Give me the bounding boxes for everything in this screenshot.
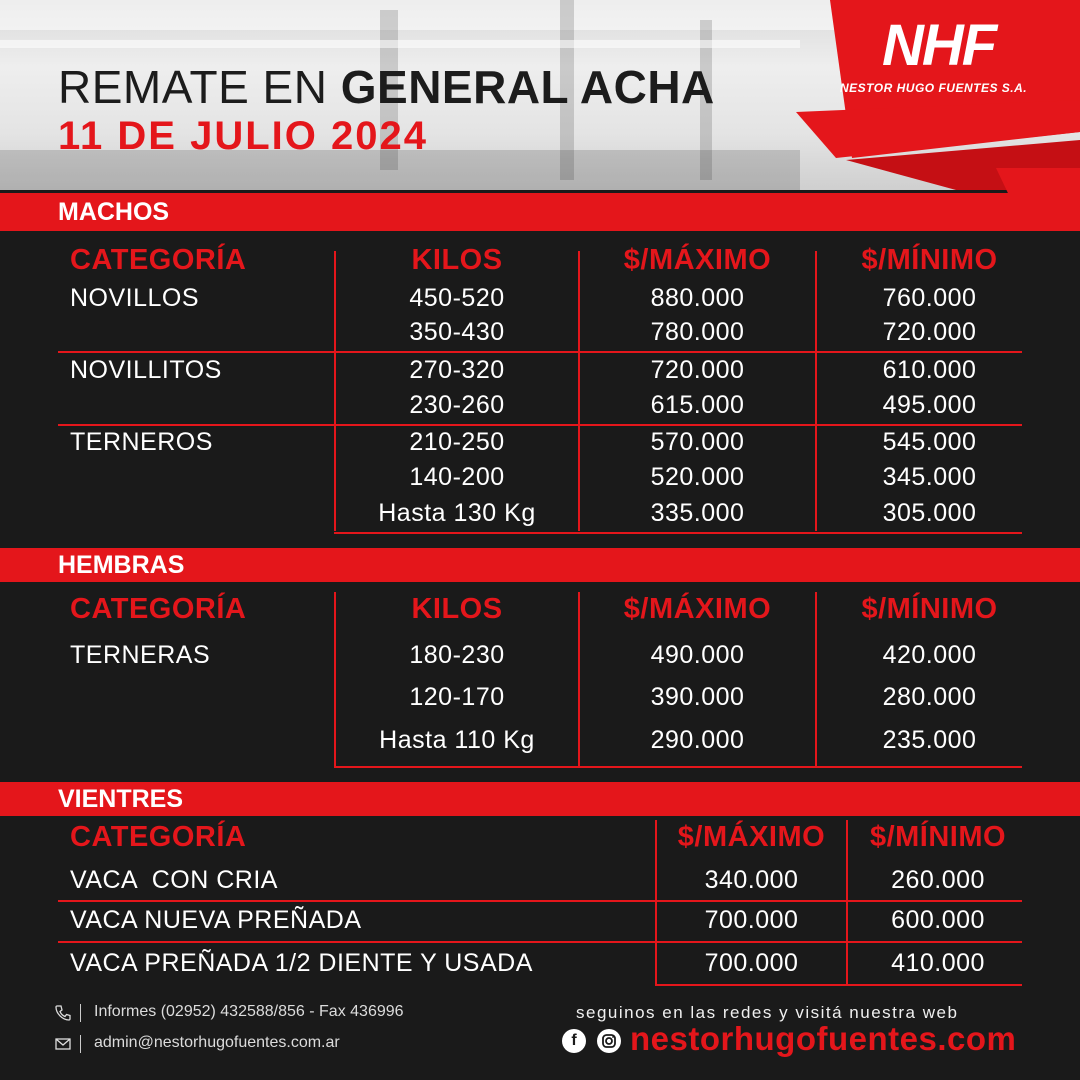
vientres-row-1-categoria: VACA NUEVA PREÑADA <box>70 906 362 934</box>
vientres-row-2-maximo: 700.000 <box>704 949 799 977</box>
section-machos-label: MACHOS <box>58 198 170 226</box>
machos-table <box>0 231 1080 536</box>
machos-divider-2 <box>58 424 1022 426</box>
machos-header-minimo: $/MÍNIMO <box>861 244 998 276</box>
machos-row-4-categoria: TERNEROS <box>70 428 213 456</box>
machos-row-2-maximo: 720.000 <box>650 356 745 384</box>
machos-row-4-maximo: 570.000 <box>650 428 745 456</box>
mail-icon <box>54 1035 72 1053</box>
machos-header-maximo: $/MÁXIMO <box>623 244 772 276</box>
hembras-header-kilos: KILOS <box>411 593 503 625</box>
phone-icon <box>54 1004 72 1022</box>
machos-header-categoria: CATEGORÍA <box>70 244 247 276</box>
footer-phone-text: Informes (02952) 432588/856 - Fax 436996 <box>94 1003 404 1020</box>
machos-row-3-minimo: 495.000 <box>882 391 977 419</box>
logo-company-name: NESTOR HUGO FUENTES S.A. <box>840 81 1028 95</box>
machos-row-6-maximo: 335.000 <box>650 499 745 527</box>
machos-row-0-minimo: 760.000 <box>882 284 977 312</box>
hembras-table <box>0 582 1080 772</box>
machos-row-3-kilos: 230-260 <box>409 391 505 419</box>
vientres-divider-1 <box>58 900 1022 902</box>
hembras-divider <box>334 766 1022 768</box>
machos-divider-1 <box>58 351 1022 353</box>
hembras-row-0-categoria: TERNERAS <box>70 641 211 669</box>
vientres-row-0-minimo: 260.000 <box>891 866 985 894</box>
section-machos-bar <box>0 193 1080 231</box>
machos-row-0-kilos: 450-520 <box>409 284 505 312</box>
machos-row-2-minimo: 610.000 <box>882 356 977 384</box>
machos-row-1-kilos: 350-430 <box>409 318 505 346</box>
follow-us-text: seguinos en las redes y visitá nuestra web <box>576 1003 959 1022</box>
auction-date: 11 DE JULIO 2024 <box>58 114 428 158</box>
hembras-row-2-maximo: 290.000 <box>650 726 745 754</box>
machos-row-4-minimo: 545.000 <box>882 428 977 456</box>
instagram-icon[interactable] <box>597 1029 621 1053</box>
section-hembras-bar <box>0 548 1080 582</box>
machos-row-4-kilos: 210-250 <box>409 428 505 456</box>
machos-row-2-kilos: 270-320 <box>409 356 505 384</box>
vientres-row-0-categoria: VACA CON CRIA <box>70 866 278 894</box>
page-title <box>58 62 715 112</box>
logo-initials: NHF <box>882 13 996 78</box>
vientres-row-1-maximo: 700.000 <box>704 906 799 934</box>
hembras-header-categoria: CATEGORÍA <box>70 593 247 625</box>
hembras-row-1-maximo: 390.000 <box>650 683 745 711</box>
footer-separator <box>80 1004 81 1022</box>
machos-row-5-maximo: 520.000 <box>650 463 745 491</box>
hembras-row-2-kilos: Hasta 110 Kg <box>379 726 535 754</box>
facebook-icon[interactable]: f <box>562 1029 586 1053</box>
title-prefix: REMATE EN <box>58 61 341 113</box>
machos-row-3-maximo: 615.000 <box>650 391 745 419</box>
footer-email-link[interactable]: admin@nestorhugofuentes.com.ar <box>94 1034 340 1051</box>
machos-header-kilos: KILOS <box>411 244 503 276</box>
hembras-header-maximo: $/MÁXIMO <box>623 593 772 625</box>
machos-row-0-maximo: 880.000 <box>650 284 745 312</box>
vientres-header-minimo: $/MÍNIMO <box>869 821 1007 853</box>
vientres-table <box>0 816 1080 988</box>
hembras-row-0-kilos: 180-230 <box>409 641 505 669</box>
vientres-row-0-maximo: 340.000 <box>704 866 799 894</box>
machos-row-6-minimo: 305.000 <box>882 499 977 527</box>
hembras-row-0-minimo: 420.000 <box>882 641 977 669</box>
machos-row-1-maximo: 780.000 <box>650 318 745 346</box>
machos-row-2-categoria: NOVILLITOS <box>70 356 222 384</box>
vientres-row-2-minimo: 410.000 <box>891 949 985 977</box>
machos-row-1-minimo: 720.000 <box>882 318 977 346</box>
machos-divider-3 <box>334 532 1022 534</box>
vientres-header-maximo: $/MÁXIMO <box>677 821 826 853</box>
vientres-divider-3 <box>655 984 1022 986</box>
machos-row-5-kilos: 140-200 <box>409 463 505 491</box>
vientres-row-2-categoria: VACA PREÑADA 1/2 DIENTE Y USADA <box>70 949 533 977</box>
title-location: GENERAL ACHA <box>340 61 715 113</box>
section-hembras-label: HEMBRAS <box>58 551 185 579</box>
hembras-row-1-minimo: 280.000 <box>882 683 977 711</box>
hembras-row-1-kilos: 120-170 <box>409 683 505 711</box>
section-vientres-label: VIENTRES <box>58 785 184 813</box>
machos-row-6-kilos: Hasta 130 Kg <box>378 499 536 527</box>
hembras-row-0-maximo: 490.000 <box>650 641 745 669</box>
machos-row-0-categoria: NOVILLOS <box>70 284 200 312</box>
section-vientres-bar <box>0 782 1080 816</box>
website-link[interactable]: nestorhugofuentes.com <box>630 1020 1017 1057</box>
hembras-row-2-minimo: 235.000 <box>882 726 977 754</box>
hembras-header-minimo: $/MÍNIMO <box>861 593 998 625</box>
vientres-divider-2 <box>58 941 1022 943</box>
vientres-row-1-minimo: 600.000 <box>891 906 985 934</box>
vientres-header-categoria: CATEGORÍA <box>70 821 247 853</box>
footer-separator <box>80 1035 81 1053</box>
machos-row-5-minimo: 345.000 <box>882 463 977 491</box>
